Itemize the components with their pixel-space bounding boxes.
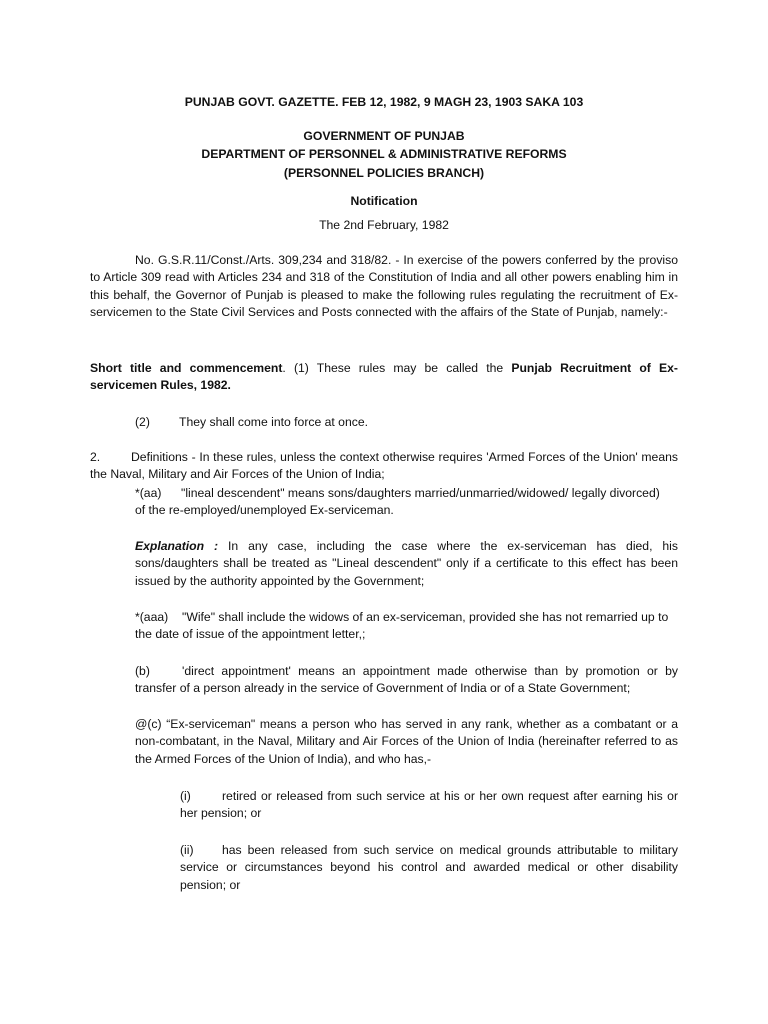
sub-clause-i-text: retired or released from such service at his or her own request after earning his or her pension; or (180, 789, 678, 821)
rule-1-sub-2 (135, 414, 678, 431)
rule-1-text: . (1) These rules may be called the (282, 361, 512, 375)
clause-b-label: (b) (135, 664, 150, 678)
preamble-text: G.S.R.11/Const./Arts. 309,234 and 318/82. - In exercise of the powers conferred by the proviso to Article 309 read with Articles 234 and 318 of the Constitution of India and all other powers enabling him in this behalf, the Governor of Punjab is pleased to make the following rules regulating the recruitment of Ex-servicemen to the State Civil Services and Posts connected with the affairs of the State of Punjab, namely:- (90, 253, 678, 320)
preamble-number: No. (135, 253, 154, 267)
branch-heading: (PERSONNEL POLICIES BRANCH) (283, 166, 485, 180)
clause-aaa (135, 609, 678, 644)
rules-name: Punjab Recruitment of Ex-servicemen Rules, 1982. (90, 361, 678, 393)
clause-aa-text: "lineal descendent" means sons/daughters married/unmarried/widowed/ legally divorced) (181, 486, 660, 500)
sub-clause-ii (180, 842, 678, 894)
government-heading: GOVERNMENT OF PUNJAB (303, 129, 465, 143)
clause-c-label: @(c) (135, 717, 162, 731)
explanation-label: Explanation : (135, 539, 219, 553)
rule-1-heading: Short title and commencement (90, 361, 283, 375)
sub-clause-ii-label: (ii) (180, 843, 194, 857)
sub-clause-i-label: (i) (180, 789, 191, 803)
sub-clause-ii-text: has been released from such service on medical grounds attributable to military service or circumstances beyond his control and awarded medical or other disability pension; or (180, 843, 678, 892)
department-heading: DEPARTMENT OF PERSONNEL & ADMINISTRATIVE REFORMS (201, 147, 567, 161)
notification-title: Notification (350, 194, 418, 208)
clause-aaa-text: "Wife" shall include the widows of an ex-serviceman, provided she has not remarried up to the date of issue of the appointment letter,; (135, 610, 669, 642)
rule-2-number: 2. (90, 450, 101, 464)
clause-aa (135, 485, 695, 502)
rule-1-sub-2-text: They shall come into force at once. (179, 415, 369, 429)
clause-c (135, 716, 678, 768)
clause-b-text: 'direct appointment' means an appointment made otherwise than by promotion or by transfer of a person already in the service of Government of India or of a State Government; (135, 664, 678, 696)
explanation-paragraph (135, 538, 678, 590)
clause-b (135, 663, 678, 698)
sub-clause-i (180, 788, 678, 823)
rule-1-paragraph (90, 360, 678, 395)
clause-aa-label: *(aa) (135, 486, 162, 500)
preamble-paragraph (90, 252, 678, 322)
explanation-text: In any case, including the case where the ex-serviceman has died, his sons/daughters shall be treated as "Lineal descendent" only if a certificate to this effect has been issued by the authority appointed by the Government; (135, 539, 678, 588)
clause-aaa-label: *(aaa) (135, 610, 169, 624)
clause-aa-continued: of the re-employed/unemployed Ex-serviceman. (135, 503, 394, 517)
clause-c-text: “Ex-serviceman" means a person who has served in any rank, whether as a combatant or a non-combatant, in the Naval, Military and Air Forces of the Union of India (hereinafter referred to as the Armed Forces of the Union of India), and who has,- (135, 717, 678, 766)
rule-2-text: Definitions - In these rules, unless the context otherwise requires 'Armed Forces of the Union' means the Naval, Military and Air Forces of the Union of India; (90, 450, 678, 482)
notification-date: The 2nd February, 1982 (319, 218, 449, 232)
rule-1-sub-2-label: (2) (135, 415, 150, 429)
rule-2-paragraph (90, 449, 678, 484)
gazette-header: PUNJAB GOVT. GAZETTE. FEB 12, 1982, 9 MAGH 23, 1903 SAKA 103 (184, 95, 584, 109)
